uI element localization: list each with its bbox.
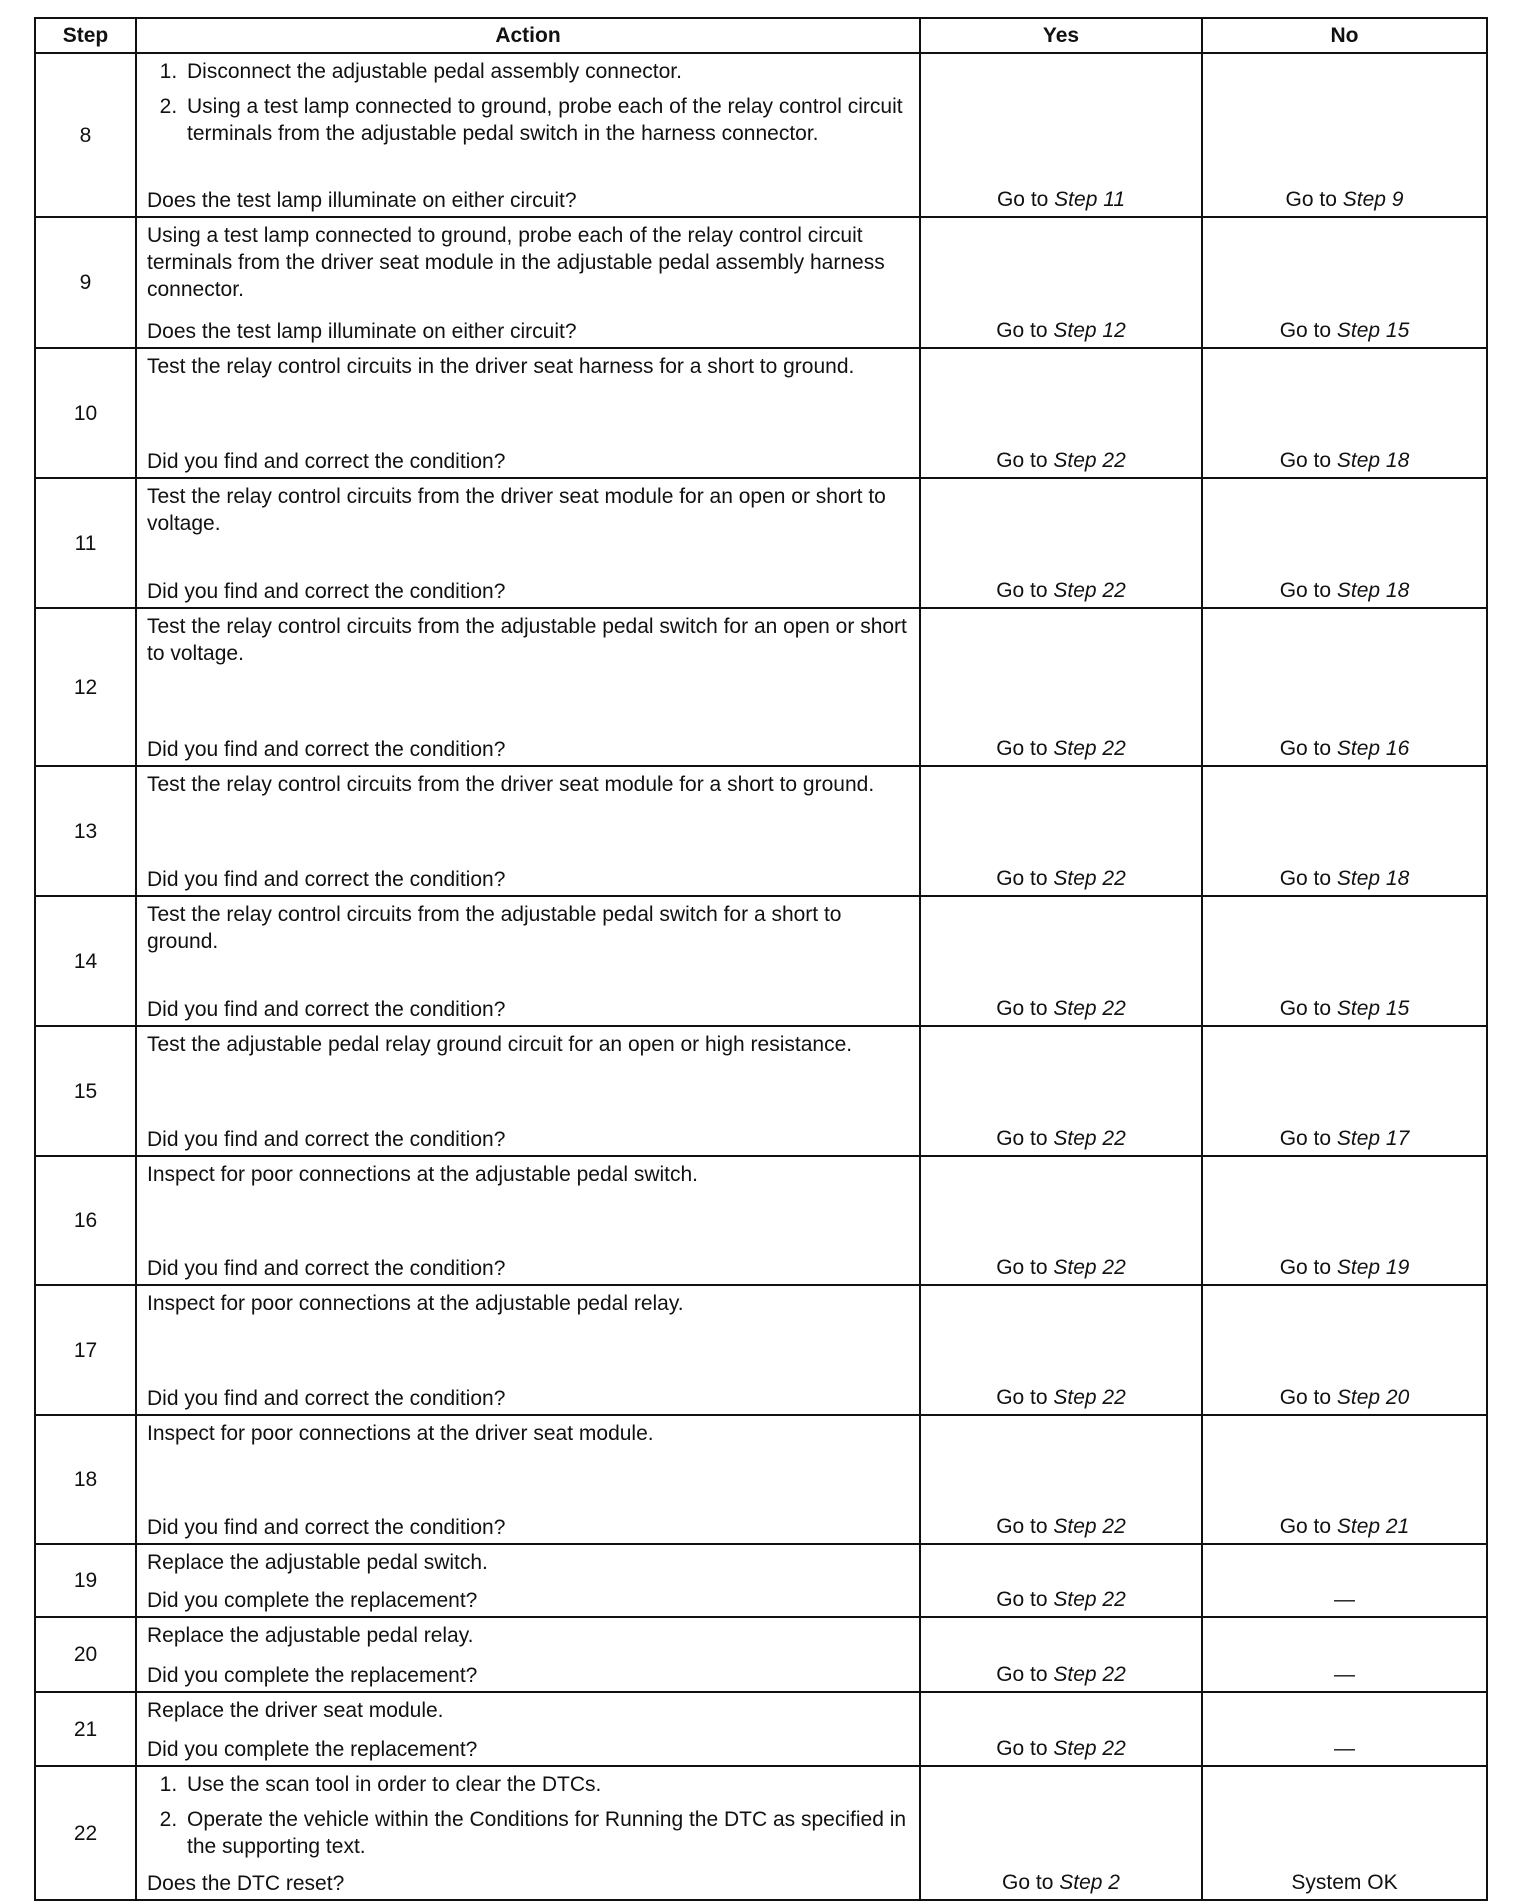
table-row bbox=[35, 1544, 1487, 1617]
yes-prefix: Go to bbox=[996, 1588, 1054, 1611]
action-cell bbox=[136, 478, 920, 608]
no-step-ref: Step 18 bbox=[1336, 449, 1410, 472]
action-question: Does the test lamp illuminate on either circuit? bbox=[147, 320, 577, 343]
action-cell bbox=[136, 1617, 920, 1692]
action-question: Did you find and correct the condition? bbox=[147, 450, 506, 473]
table-row bbox=[35, 478, 1487, 608]
no-cell bbox=[1202, 1766, 1487, 1900]
action-text: Test the adjustable pedal relay ground circuit for an open or high resistance. bbox=[147, 1033, 853, 1056]
step-number: 22 bbox=[35, 1766, 136, 1900]
step-number: 11 bbox=[35, 478, 136, 608]
action-text: Inspect for poor connections at the adjustable pedal relay. bbox=[147, 1292, 684, 1315]
action-text: Test the relay control circuits from the adjustable pedal switch for an open or short to voltage. bbox=[147, 615, 907, 665]
yes-step-ref: Step 22 bbox=[1053, 449, 1126, 472]
no-prefix: Go to bbox=[1279, 1127, 1337, 1150]
action-text: Test the relay control circuits from the driver seat module for a short to ground. bbox=[147, 773, 875, 796]
yes-prefix: Go to bbox=[996, 1256, 1054, 1279]
no-step-ref: Step 20 bbox=[1336, 1386, 1410, 1409]
no-cell bbox=[1202, 53, 1487, 217]
no-step-ref: Step 18 bbox=[1336, 867, 1410, 890]
step-number: 13 bbox=[35, 766, 136, 896]
yes-cell bbox=[920, 53, 1202, 217]
no-prefix: Go to bbox=[1285, 188, 1343, 211]
yes-step-ref: Step 22 bbox=[1053, 1256, 1126, 1279]
step-number: 19 bbox=[35, 1544, 136, 1617]
no-step-ref: Step 19 bbox=[1336, 1256, 1410, 1279]
no-prefix: Go to bbox=[1279, 1515, 1337, 1538]
no-prefix: — bbox=[1334, 1737, 1355, 1760]
no-cell bbox=[1202, 1544, 1487, 1617]
step-number: 10 bbox=[35, 348, 136, 478]
no-cell bbox=[1202, 478, 1487, 608]
yes-cell bbox=[920, 766, 1202, 896]
no-prefix: — bbox=[1334, 1663, 1355, 1686]
no-prefix: Go to bbox=[1279, 449, 1337, 472]
action-question: Did you complete the replacement? bbox=[147, 1738, 478, 1761]
table-row bbox=[35, 348, 1487, 478]
no-step-ref: Step 17 bbox=[1336, 1127, 1410, 1150]
no-step-ref: Step 18 bbox=[1336, 579, 1410, 602]
action-question: Did you find and correct the condition? bbox=[147, 580, 506, 603]
action-question: Did you find and correct the condition? bbox=[147, 738, 506, 761]
no-cell bbox=[1202, 1026, 1487, 1156]
step-number: 20 bbox=[35, 1617, 136, 1692]
step-number: 12 bbox=[35, 608, 136, 766]
yes-cell bbox=[920, 478, 1202, 608]
action-cell bbox=[136, 608, 920, 766]
action-question: Does the DTC reset? bbox=[147, 1872, 345, 1895]
step-number: 15 bbox=[35, 1026, 136, 1156]
no-cell bbox=[1202, 896, 1487, 1026]
yes-cell bbox=[920, 1156, 1202, 1285]
no-cell bbox=[1202, 766, 1487, 896]
no-cell bbox=[1202, 1617, 1487, 1692]
header-yes: Yes bbox=[920, 18, 1202, 53]
no-step-ref: Step 15 bbox=[1336, 997, 1410, 1020]
step-number: 9 bbox=[35, 217, 136, 348]
table-row bbox=[35, 1692, 1487, 1766]
header-row bbox=[35, 18, 1487, 53]
yes-cell bbox=[920, 1692, 1202, 1766]
action-text: Using a test lamp connected to ground, probe each of the relay control circuit terminals from the driver seat module in the adjustable pedal assembly harness connector. bbox=[147, 224, 885, 301]
action-text: Test the relay control circuits from the adjustable pedal switch for a short to ground. bbox=[147, 903, 842, 953]
table-row bbox=[35, 217, 1487, 348]
no-cell bbox=[1202, 1692, 1487, 1766]
yes-cell bbox=[920, 348, 1202, 478]
yes-cell bbox=[920, 896, 1202, 1026]
no-step-ref: Step 15 bbox=[1336, 319, 1410, 342]
yes-cell bbox=[920, 1415, 1202, 1544]
action-question: Does the test lamp illuminate on either circuit? bbox=[147, 189, 577, 212]
action-cell bbox=[136, 1285, 920, 1415]
yes-prefix: Go to bbox=[996, 1386, 1054, 1409]
yes-cell bbox=[920, 1766, 1202, 1900]
yes-prefix: Go to bbox=[996, 579, 1054, 602]
no-prefix: Go to bbox=[1279, 1386, 1337, 1409]
yes-prefix: Go to bbox=[996, 1737, 1054, 1760]
action-cell bbox=[136, 766, 920, 896]
yes-step-ref: Step 2 bbox=[1059, 1871, 1120, 1894]
action-cell bbox=[136, 217, 920, 348]
no-step-ref: Step 21 bbox=[1336, 1515, 1410, 1538]
action-question: Did you find and correct the condition? bbox=[147, 1387, 506, 1410]
yes-step-ref: Step 22 bbox=[1053, 737, 1126, 760]
action-text: Test the relay control circuits in the driver seat harness for a short to ground. bbox=[147, 355, 855, 378]
yes-step-ref: Step 22 bbox=[1053, 867, 1126, 890]
action-text: Replace the driver seat module. bbox=[147, 1699, 444, 1722]
table-row bbox=[35, 53, 1487, 217]
action-steps bbox=[147, 58, 909, 155]
step-number: 21 bbox=[35, 1692, 136, 1766]
action-text: Inspect for poor connections at the driver seat module. bbox=[147, 1422, 654, 1445]
yes-step-ref: Step 22 bbox=[1053, 1663, 1126, 1686]
table-row bbox=[35, 766, 1487, 896]
action-cell bbox=[136, 1415, 920, 1544]
table-row bbox=[35, 896, 1487, 1026]
yes-prefix: Go to bbox=[996, 997, 1054, 1020]
table-row bbox=[35, 1617, 1487, 1692]
no-prefix: Go to bbox=[1279, 867, 1337, 890]
yes-step-ref: Step 22 bbox=[1053, 1386, 1126, 1409]
no-step-ref: Step 9 bbox=[1342, 188, 1404, 211]
yes-prefix: Go to bbox=[996, 449, 1054, 472]
table-row bbox=[35, 1415, 1487, 1544]
yes-step-ref: Step 22 bbox=[1053, 1127, 1126, 1150]
yes-step-ref: Step 22 bbox=[1053, 997, 1126, 1020]
table-row bbox=[35, 608, 1487, 766]
yes-cell bbox=[920, 217, 1202, 348]
action-question: Did you complete the replacement? bbox=[147, 1589, 478, 1612]
action-step: 2. Using a test lamp connected to ground, probe each of the relay control circuit terminals from the adjustable pedal switch in the harness connector. bbox=[183, 93, 909, 147]
action-step: 1. Use the scan tool in order to clear the DTCs. bbox=[183, 1771, 909, 1798]
action-cell bbox=[136, 53, 920, 217]
yes-prefix: Go to bbox=[996, 1127, 1054, 1150]
action-cell bbox=[136, 348, 920, 478]
no-prefix: Go to bbox=[1279, 737, 1337, 760]
yes-step-ref: Step 22 bbox=[1053, 1588, 1126, 1611]
no-cell bbox=[1202, 608, 1487, 766]
yes-cell bbox=[920, 1285, 1202, 1415]
action-cell bbox=[136, 1156, 920, 1285]
yes-step-ref: Step 12 bbox=[1053, 319, 1126, 342]
yes-step-ref: Step 22 bbox=[1053, 1515, 1126, 1538]
yes-prefix: Go to bbox=[1002, 1871, 1060, 1894]
table-row bbox=[35, 1766, 1487, 1900]
yes-step-ref: Step 22 bbox=[1053, 1737, 1126, 1760]
step-number: 18 bbox=[35, 1415, 136, 1544]
no-cell bbox=[1202, 217, 1487, 348]
action-step: 2. Operate the vehicle within the Conditions for Running the DTC as specified in the supporting text. bbox=[183, 1806, 909, 1860]
header-action: Action bbox=[136, 18, 920, 53]
table-row bbox=[35, 1026, 1487, 1156]
yes-cell bbox=[920, 1544, 1202, 1617]
yes-prefix: Go to bbox=[996, 319, 1054, 342]
step-number: 14 bbox=[35, 896, 136, 1026]
action-cell bbox=[136, 1544, 920, 1617]
yes-prefix: Go to bbox=[996, 188, 1055, 211]
yes-cell bbox=[920, 1026, 1202, 1156]
action-cell bbox=[136, 1766, 920, 1900]
no-prefix: System OK bbox=[1291, 1871, 1398, 1894]
yes-prefix: Go to bbox=[996, 1663, 1054, 1686]
yes-prefix: Go to bbox=[996, 737, 1054, 760]
action-text: Inspect for poor connections at the adjustable pedal switch. bbox=[147, 1163, 699, 1186]
no-cell bbox=[1202, 1156, 1487, 1285]
no-prefix: Go to bbox=[1279, 319, 1337, 342]
yes-step-ref: Step 11 bbox=[1054, 188, 1126, 211]
no-prefix: — bbox=[1334, 1588, 1355, 1611]
yes-step-ref: Step 22 bbox=[1053, 579, 1126, 602]
action-question: Did you find and correct the condition? bbox=[147, 1257, 506, 1280]
yes-prefix: Go to bbox=[996, 1515, 1054, 1538]
header-step: Step bbox=[35, 18, 136, 53]
table-row bbox=[35, 1156, 1487, 1285]
action-question: Did you complete the replacement? bbox=[147, 1664, 478, 1687]
diagnostic-table bbox=[34, 17, 1488, 1901]
yes-cell bbox=[920, 608, 1202, 766]
no-step-ref: Step 16 bbox=[1336, 737, 1410, 760]
step-number: 16 bbox=[35, 1156, 136, 1285]
action-steps bbox=[147, 1771, 909, 1868]
action-text: Test the relay control circuits from the driver seat module for an open or short to voltage. bbox=[147, 485, 886, 535]
action-question: Did you find and correct the condition? bbox=[147, 998, 506, 1021]
no-cell bbox=[1202, 1285, 1487, 1415]
header-no: No bbox=[1202, 18, 1487, 53]
action-cell bbox=[136, 1692, 920, 1766]
yes-prefix: Go to bbox=[996, 867, 1054, 890]
action-question: Did you find and correct the condition? bbox=[147, 1128, 506, 1151]
no-prefix: Go to bbox=[1279, 579, 1337, 602]
no-prefix: Go to bbox=[1279, 1256, 1337, 1279]
step-number: 17 bbox=[35, 1285, 136, 1415]
no-cell bbox=[1202, 348, 1487, 478]
action-step: 1. Disconnect the adjustable pedal assembly connector. bbox=[183, 58, 909, 85]
table-row bbox=[35, 1285, 1487, 1415]
action-cell bbox=[136, 896, 920, 1026]
no-prefix: Go to bbox=[1279, 997, 1337, 1020]
action-text: Replace the adjustable pedal switch. bbox=[147, 1551, 488, 1574]
step-number: 8 bbox=[35, 53, 136, 217]
yes-cell bbox=[920, 1617, 1202, 1692]
action-cell bbox=[136, 1026, 920, 1156]
no-cell bbox=[1202, 1415, 1487, 1544]
action-text: Replace the adjustable pedal relay. bbox=[147, 1624, 474, 1647]
action-question: Did you find and correct the condition? bbox=[147, 868, 506, 891]
action-question: Did you find and correct the condition? bbox=[147, 1516, 506, 1539]
